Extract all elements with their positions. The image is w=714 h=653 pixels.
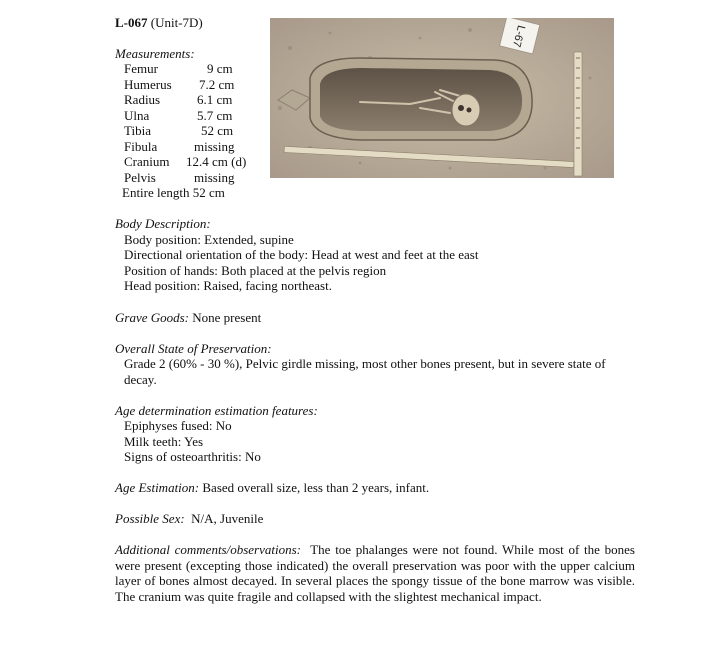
measure-name: Humerus	[124, 77, 172, 92]
record-title	[115, 15, 203, 30]
age-feature-line: Epiphyses fused: No	[124, 418, 232, 433]
comments-label: Additional comments/observations:	[115, 542, 301, 557]
body-description-line: Body position: Extended, supine	[124, 232, 294, 247]
measure-value: 7.2 cm	[199, 77, 235, 92]
record-id: L-067	[115, 15, 148, 30]
entire-length: Entire length 52 cm	[122, 185, 225, 200]
measure-value: missing	[194, 139, 235, 154]
body-description-heading: Body Description:	[115, 216, 211, 231]
age-features-heading: Age determination estimation features:	[115, 403, 318, 418]
grave-goods	[115, 310, 261, 325]
age-feature-line: Signs of osteoarthritis: No	[124, 449, 261, 464]
measure-value: 52 cm	[201, 123, 234, 138]
measure-value: 5.7 cm	[197, 108, 233, 123]
measure-name: Pelvis	[124, 170, 156, 185]
measure-name: Femur	[124, 61, 158, 76]
measure-value: missing	[194, 170, 235, 185]
body-description-line: Directional orientation of the body: Head at west and feet at the east	[124, 247, 479, 262]
measure-name: Ulna	[124, 108, 150, 123]
age-feature-line: Milk teeth: Yes	[124, 434, 204, 449]
preservation-heading: Overall State of Preservation:	[115, 341, 272, 356]
possible-sex-value: N/A, Juvenile	[184, 511, 264, 526]
age-estimation	[115, 480, 429, 495]
possible-sex	[115, 511, 263, 526]
comments-text: The toe phalanges were not found. While most of the bones were present (excepting those indicated) the overall preservation was poor with the upper calcium layer of bones almost decayed. In several places the spongy tissue of the bone marrow was visible. The cranium was quite fragile and collapsed with the slightest mechanical impact.	[115, 542, 639, 604]
preservation-line: Grade 2 (60% - 30 %), Pelvic girdle missing, most other bones present, but in severe state of	[124, 356, 606, 371]
measure-name: Fibula	[124, 139, 158, 154]
grave-photo	[270, 18, 614, 178]
record-unit: (Unit-7D)	[150, 15, 203, 30]
comments-paragraph	[115, 542, 639, 604]
grave-goods-value: None present	[189, 310, 262, 325]
age-estimation-value: Based overall size, less than 2 years, infant.	[199, 480, 430, 495]
preservation-line: decay.	[124, 372, 157, 387]
body-description-line: Position of hands: Both placed at the pelvis region	[124, 263, 387, 278]
grave-photo-illustration	[270, 18, 614, 178]
measure-value: 9 cm	[207, 61, 233, 76]
age-estimation-label: Age Estimation:	[115, 480, 200, 495]
measure-name: Cranium	[124, 154, 170, 169]
body-description-line: Head position: Raised, facing northeast.	[124, 278, 332, 293]
grave-goods-label: Grave Goods:	[115, 310, 190, 325]
measure-name: Tibia	[124, 123, 151, 138]
possible-sex-label: Possible Sex:	[115, 511, 185, 526]
measure-name: Radius	[124, 92, 161, 107]
photo-tag-label: L-67	[509, 23, 527, 49]
measure-value: 12.4 cm (d)	[186, 154, 247, 169]
measure-value: 6.1 cm	[197, 92, 233, 107]
measurements-heading: Measurements:	[115, 46, 195, 61]
